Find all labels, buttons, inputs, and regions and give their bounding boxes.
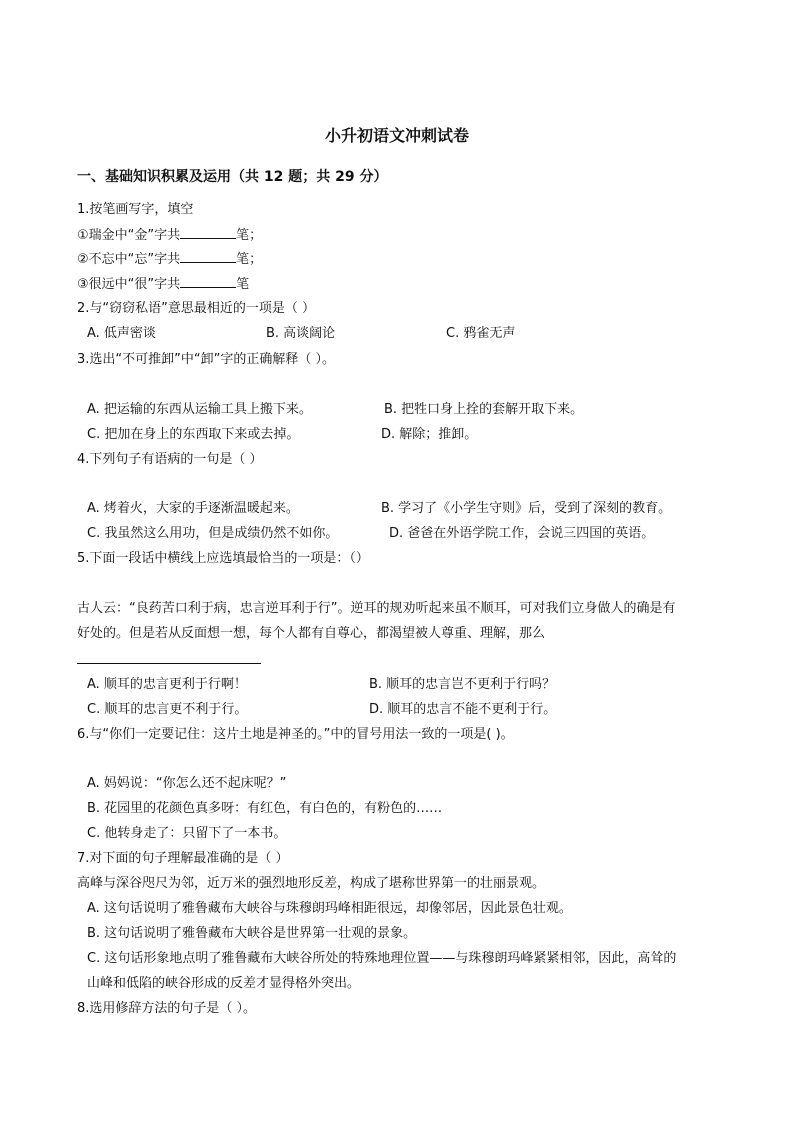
q3-option-c: C. 把加在身上的东西取下来或去掉。 [87, 427, 300, 442]
q1-item-2 [77, 250, 262, 269]
q1-item-1-pre: ①瑞金中“金”字共 [77, 228, 181, 243]
q4-option-b: B. 学习了《小学生守则》后，受到了深刻的教育。 [381, 501, 672, 516]
q5-option-a: A. 顺耳的忠言更利于行啊！ [87, 677, 247, 692]
q7-sentence: 高峰与深谷咫尺为邻，近万米的强烈地形反差，构成了堪称世界第一的壮丽景观。 [77, 876, 546, 891]
question-3-stem: 3.选出“不可推卸”中“卸”字的正确解释（ ）。 [77, 352, 335, 367]
q2-option-b: B. 高谈阔论 [266, 326, 336, 341]
section-heading: 一、基础知识积累及运用（共 12 题；共 29 分） [77, 169, 388, 185]
q1-item-2-pre: ②不忘中“忘”字共 [77, 252, 181, 267]
q5-option-c: C. 顺耳的忠言更不利于行。 [87, 702, 248, 717]
q5-option-d: D. 顺耳的忠言不能不更利于行。 [369, 702, 557, 717]
q2-option-a: A. 低声密谈 [87, 326, 156, 341]
question-2-stem: 2.与“窃窃私语”意思最相近的一项是（ ） [77, 301, 316, 316]
q6-option-b: B. 花园里的花颜色真多呀：有红色，有白色的，有粉色的…… [87, 801, 443, 816]
q1-item-3 [77, 275, 249, 294]
question-4-stem: 4.下列句子有语病的一句是（ ） [77, 452, 263, 467]
q6-option-c: C. 他转身走了：只留下了一本书。 [87, 826, 287, 841]
answer-blank [180, 275, 236, 288]
question-7-stem: 7.对下面的句子理解最准确的是（ ） [77, 851, 289, 866]
answer-blank [180, 250, 236, 263]
q1-item-1-post: 笔； [236, 228, 263, 243]
question-6-stem: 6.与“你们一定要记住：这片土地是神圣的。”中的冒号用法一致的一项是( )。 [77, 727, 514, 742]
q7-option-a: A. 这句话说明了雅鲁藏布大峡谷与珠穆朗玛峰相距很远，却像邻居，因此景色壮观。 [87, 901, 572, 916]
q3-option-b: B. 把牲口身上拴的套解开取下来。 [384, 402, 584, 417]
answer-blank [180, 226, 236, 239]
q1-item-1 [77, 226, 262, 245]
q5-passage-line-2: 好处的。但是若从反面想一想，每个人都有自尊心，都渴望被人尊重、理解，那么 [77, 626, 546, 641]
page-title: 小升初语文冲刺试卷 [324, 126, 469, 145]
q7-option-c: C. 这句话形象地点明了雅鲁藏布大峡谷所处的特殊地理位置——与珠穆朗玛峰紧紧相邻，因此，高耸的 [87, 951, 677, 966]
q7-option-b: B. 这句话说明了雅鲁藏布大峡谷是世界第一壮观的景象。 [87, 926, 417, 941]
q3-option-d: D. 解除；推卸。 [381, 427, 478, 442]
q2-option-c: C. 鸦雀无声 [446, 326, 516, 341]
question-5-stem: 5.下面一段话中横线上应选填最恰当的一项是：（） [77, 551, 369, 566]
q4-option-d: D. 爸爸在外语学院工作，会说三四国的英语。 [389, 526, 655, 541]
answer-line [77, 663, 261, 664]
q5-passage-line-1: 古人云：“良药苦口利于病，忠言逆耳利于行”。逆耳的规劝听起来虽不顺耳，可对我们立身做人的确是有 [77, 601, 676, 616]
q7-option-c-continued: 山峰和低陷的峡谷形成的反差才显得格外突出。 [87, 976, 361, 991]
question-1-stem: 1.按笔画写字，填空 [77, 202, 194, 217]
q4-option-a: A. 烤着火，大家的手逐渐温暖起来。 [87, 501, 299, 516]
q3-option-a: A. 把运输的东西从运输工具上搬下来。 [87, 402, 312, 417]
q6-option-a: A. 妈妈说：“你怎么还不起床呢？” [87, 776, 287, 791]
q1-item-2-post: 笔； [236, 252, 263, 267]
question-8-stem: 8.选用修辞方法的句子是（ ）。 [77, 1001, 257, 1016]
q1-item-3-post: 笔 [236, 277, 250, 292]
q1-item-3-pre: ③很远中“很”字共 [77, 277, 181, 292]
q5-option-b: B. 顺耳的忠言岂不更利于行吗？ [369, 677, 556, 692]
q4-option-c: C. 我虽然这么用功，但是成绩仍然不如你。 [87, 526, 339, 541]
